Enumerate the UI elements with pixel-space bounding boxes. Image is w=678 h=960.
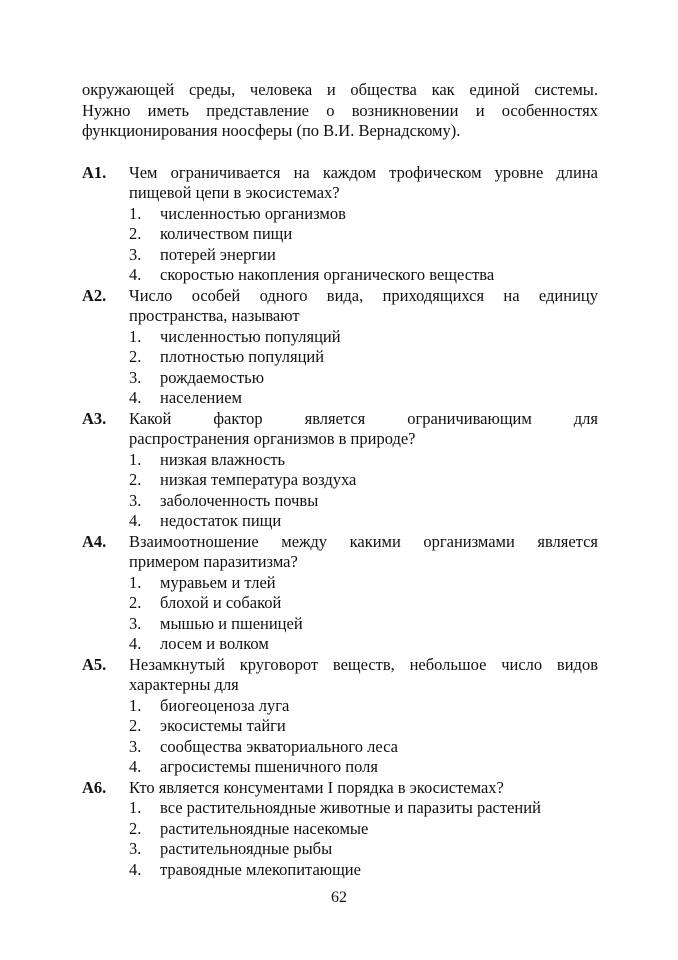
question-line: Взаимоотношение между какими организмами является [129,531,598,551]
option-number: 2. [129,224,142,243]
answer-option [129,593,598,614]
intro-line: функционирования ноосферы (по В.И. Вернадскому). [82,121,461,140]
answer-option [129,327,598,348]
option-text: мышью и пшеницей [160,613,303,633]
option-text: растительноядные насекомые [160,818,369,838]
option-text: населением [160,388,242,407]
option-number: 1. [129,572,142,592]
question-line: пространства, называют [129,306,300,325]
answer-option [129,450,598,471]
option-text: блохой и собакой [160,593,282,612]
question-a6 [82,778,598,881]
option-text: скоростью накопления органического вещества [160,265,495,284]
option-text: рождаемостью [160,367,265,387]
option-text: плотностью популяций [160,347,325,366]
option-number: 2. [129,818,142,838]
answer-option [129,696,598,717]
question-line: Число особей одного вида, приходящихся на единицу [129,285,598,305]
answer-option [129,798,598,819]
question-text [129,655,598,696]
answer-option [129,737,598,758]
option-text: экосистемы тайги [160,716,286,735]
question-text [129,286,598,327]
question-text [129,163,598,204]
intro-line: окружающей среды, человека и общества как единой системы. [82,80,598,99]
question-line: примером паразитизма? [129,552,298,571]
intro-paragraph [82,80,598,142]
answer-option [129,819,598,840]
answer-options [129,573,598,655]
option-text: все растительноядные животные и паразиты растений [160,798,541,817]
question-number: А1. [82,162,107,182]
option-number: 2. [129,470,142,489]
answer-option [129,470,598,491]
question-a3 [82,409,598,532]
option-number: 4. [129,388,142,407]
answer-option [129,614,598,635]
answer-options [129,327,598,409]
question-text [129,409,598,450]
option-text: травоядные млекопитающие [160,859,361,879]
option-text: агросистемы пшеничного поля [160,757,378,776]
question-number: А6. [82,777,107,797]
option-number: 3. [129,839,142,858]
question-a4 [82,532,598,655]
option-number: 3. [129,244,142,264]
page-content [82,80,598,880]
answer-option [129,716,598,737]
question-a1 [82,163,598,286]
question-a5 [82,655,598,778]
page-number: 62 [331,889,347,906]
option-number: 1. [129,203,142,223]
option-text: заболоченность почвы [160,490,319,510]
option-number: 3. [129,367,142,387]
option-text: низкая температура воздуха [160,470,357,489]
question-line: распространения организмов в природе? [129,429,416,448]
answer-option [129,224,598,245]
question-line: Чем ограничивается на каждом трофическом уровне длина [129,162,598,182]
option-number: 3. [129,613,142,633]
option-text: потерей энергии [160,244,276,264]
answer-option [129,265,598,286]
question-line: Кто является консументами I порядка в экосистемах? [129,777,504,797]
question-number: А3. [82,408,107,428]
option-text: муравьем и тлей [160,572,276,592]
option-number: 2. [129,347,142,366]
answer-option [129,634,598,655]
option-number: 1. [129,449,142,469]
option-number: 3. [129,490,142,510]
option-number: 3. [129,736,142,756]
option-number: 4. [129,634,142,653]
answer-option [129,204,598,225]
answer-option [129,511,598,532]
answer-option [129,757,598,778]
question-number: А2. [82,285,107,305]
option-number: 1. [129,326,142,346]
question-line: пищевой цепи в экосистемах? [129,183,340,202]
option-text: количеством пищи [160,224,293,243]
question-line: Какой фактор является ограничивающим для [129,408,598,428]
answer-option [129,491,598,512]
option-text: низкая влажность [160,449,286,469]
answer-option [129,368,598,389]
option-number: 1. [129,695,142,715]
option-text: недостаток пищи [160,511,282,530]
answer-option [129,860,598,881]
answer-options [129,450,598,532]
answer-option [129,573,598,594]
option-number: 2. [129,593,142,612]
question-number: А4. [82,531,107,551]
option-text: растительноядные рыбы [160,839,333,858]
option-number: 2. [129,716,142,735]
intro-line: Нужно иметь представление о возникновении и особенностях [82,100,598,120]
question-text [129,778,598,799]
answer-options [129,798,598,880]
answer-option [129,388,598,409]
option-text: численностью организмов [160,203,346,223]
answer-option [129,347,598,368]
option-text: численностью популяций [160,326,341,346]
option-number: 4. [129,859,142,879]
question-line: Незамкнутый круговорот веществ, небольшое число видов [129,654,598,674]
question-a2 [82,286,598,409]
question-number: А5. [82,654,107,674]
question-text [129,532,598,573]
option-text: лосем и волком [160,634,269,653]
option-number: 4. [129,265,142,284]
option-text: сообщества экваториального леса [160,736,398,756]
option-text: биогеоценоза луга [160,695,290,715]
option-number: 4. [129,511,142,530]
answer-option [129,245,598,266]
answer-options [129,696,598,778]
question-line: характерны для [129,675,239,694]
option-number: 4. [129,757,142,776]
answer-option [129,839,598,860]
option-number: 1. [129,798,142,817]
answer-options [129,204,598,286]
